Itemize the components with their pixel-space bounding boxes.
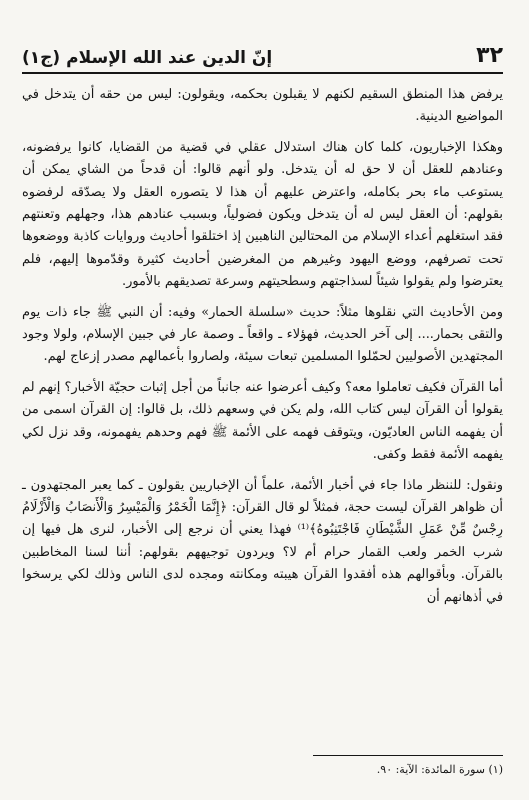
paragraph-1: يرفض هذا المنطق السقيم لكنهم لا يقبلون بحكمه، ويقولون: ليس من حقه أن يتدخل في المواضيع الدينية. — [22, 87, 503, 125]
footnote: (١) سورة المائدة: الآية: ٩٠. — [376, 763, 503, 776]
paragraph-3: ومن الأحاديث التي نقلوها مثلاً: حديث «سلسلة الحمار» وفيه: أن النبي ﷺ جاء ذات يوم والتقى بحمار.... إلى آخر الحديث، فهؤلاء ـ واقعاً ـ وصمة عار في جبين الإسلام، ولولا وجود المجتهدين الأصوليين لحمّلوا المسلمين تبعات سيئة، ولصاروا بأعمالهم مصدر إزعاج لهم. — [22, 304, 503, 365]
paragraph-5: ونقول: للننظر ماذا جاء في أخبار الأئمة، علماً أن الإخباريين يقولون ـ كما يعبر المجتهدون ـ أن ظواهر القرآن ليست حجة، فمثلاً لو قال القرآن: ﴿إِنَّمَا الْخَمْرُ وَالْمَيْسِرُ وَالْأَنصَابُ وَالْأَزْلَامُ رِجْسٌ مِّنْ عَمَلِ الشَّيْطَانِ فَاجْتَنِبُوهُ﴾⁽¹⁾ فهذا يعني أن نرجع إلى الأخبار، لنرى هل فيها إن شرب الخمر ولعب القمار حرام أم لا؟ ويردون توجيههم بقولهم: أننا لسنا المخاطبين بالقرآن. وبأقوالهم هذه أفقدوا القرآن هيبته ومكانته ومجده لدى الناس وذلك لكي يرسخوا في أذهانهم أن — [22, 477, 503, 605]
page-header — [22, 34, 503, 74]
paragraph-4: أما القرآن فكيف تعاملوا معه؟ وكيف أعرضوا عنه جانباً من أجل إثبات حجيّة الأخبار؟ إنهم لم يقولوا أن القرآن ليس كتاب الله، ولم يكن في وسعهم ذلك، بل قالوا: إن القرآن اسمى من أن يفهمه الناس العاديّون، ويتوقف فهمه على الأئمة ﷺ فهم وحدهم يفهمونه، وقد نزل لكي يفهمه الأئمة فقط وكفى. — [22, 379, 503, 463]
page-body — [22, 84, 503, 617]
page-number: ٣٢ — [476, 43, 503, 68]
footnote-divider — [313, 755, 503, 756]
paragraph-2: وهكذا الإخباريون، كلما كان هناك استدلال عقلي في قضية من القضايا، كانوا يرفضونه، وعنادهم للعقل أن لا حق له أن يتدخل. ولو أنهم قالوا: أن قدحاً من الشاي يمكن أن يستوعب ماء بحر بكامله، واعترض عليهم أن هذا لا يتصوره العقل ولا يصدّقه لرفضوه بقولهم: أن العقل ليس له أن يتدخل ويكون فضولياً، وبسبب عنادهم هذا، وجهلهم وتعنتهم فقد استغلهم أعداء الإسلام من المحتالين الناهبين إذ اختلقوا أحاديث وروايات كاذبة ووضعوها تحت تصرفهم، ووضع اليهود وغيرهم من المغرضين أحاديث كثيرة وقدّموها إليهم، فلم يعترضوا ولم يقولوا شيئاً لسذاجتهم وسطحيتهم وسرعة تصديقهم بالأمور. — [22, 139, 503, 290]
running-title: إنّ الدين عند الله الإسلام (ج١) — [22, 48, 273, 68]
